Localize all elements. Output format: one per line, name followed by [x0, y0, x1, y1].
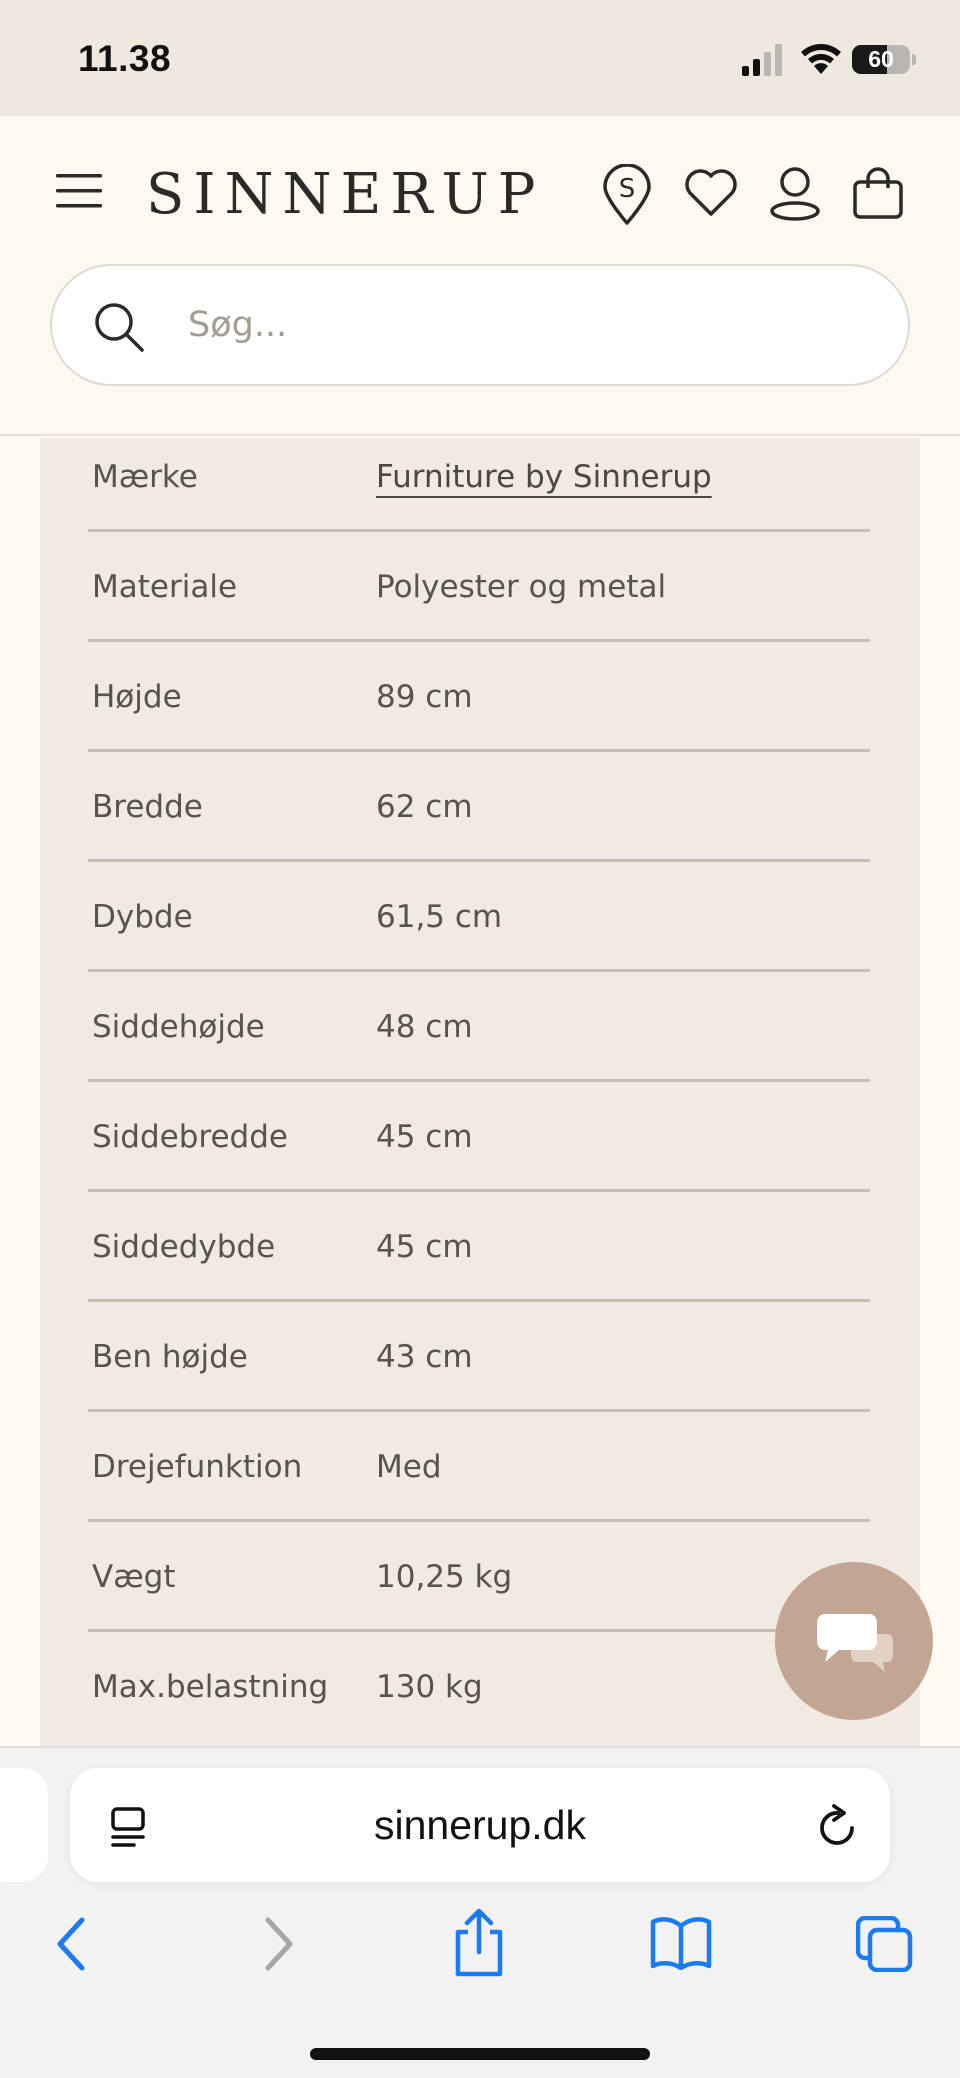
spec-label: Materiale [92, 569, 238, 605]
tabs-icon[interactable] [856, 1916, 914, 1972]
chat-bubbles-icon [817, 1612, 893, 1674]
spec-row [88, 1412, 870, 1522]
status-time: 11.38 [78, 38, 172, 79]
status-bar [0, 0, 960, 116]
address-bar[interactable] [70, 1768, 890, 1882]
spec-row [88, 1522, 870, 1632]
reload-icon[interactable] [816, 1804, 860, 1850]
spec-value: Polyester og metal [376, 569, 667, 605]
spec-label: Drejefunktion [92, 1449, 303, 1485]
wifi-icon [800, 40, 842, 74]
spec-row [88, 752, 870, 862]
site-logo[interactable]: SINNERUP [146, 162, 545, 227]
spec-row [88, 1082, 870, 1192]
spec-label: Vægt [92, 1559, 176, 1595]
spec-value: 45 cm [376, 1119, 473, 1155]
search-input[interactable] [188, 292, 868, 358]
svg-text:S: S [618, 174, 636, 204]
spec-value: 48 cm [376, 1009, 473, 1045]
spec-label: Siddebredde [92, 1119, 288, 1155]
home-indicator [310, 2048, 650, 2060]
spec-label: Max.belastning [92, 1669, 329, 1705]
hamburger-menu-icon[interactable] [56, 172, 102, 210]
battery-icon [852, 45, 910, 74]
user-icon[interactable] [768, 166, 822, 222]
cellular-signal-icon [742, 44, 786, 76]
spec-value: 10,25 kg [376, 1559, 513, 1595]
spec-label: Dybde [92, 899, 193, 935]
product-spec-table [40, 438, 920, 1748]
store-locator-pin-icon[interactable] [602, 164, 652, 226]
spec-value: Med [376, 1449, 442, 1485]
previous-tab-preview[interactable] [0, 1768, 48, 1882]
spec-row [88, 1192, 870, 1302]
spec-row [88, 972, 870, 1082]
spec-row [88, 1302, 870, 1412]
bookmarks-icon[interactable] [650, 1916, 712, 1970]
spec-value: 45 cm [376, 1229, 473, 1265]
spec-row [88, 862, 870, 972]
brand-link[interactable]: Furniture by Sinnerup [376, 459, 712, 495]
spec-value: 89 cm [376, 679, 473, 715]
site-header [0, 116, 960, 436]
spec-label: Bredde [92, 789, 203, 825]
spec-value: 43 cm [376, 1339, 473, 1375]
chat-button[interactable] [775, 1562, 933, 1720]
heart-icon[interactable] [684, 168, 738, 218]
spec-row [88, 642, 870, 752]
url-text: sinnerup.dk [374, 1802, 586, 1848]
spec-label: Højde [92, 679, 182, 715]
spec-value: 62 cm [376, 789, 473, 825]
battery-level: 60 [868, 46, 894, 72]
search-icon [92, 300, 146, 354]
spec-label: Siddedybde [92, 1229, 276, 1265]
spec-label: Ben højde [92, 1339, 248, 1375]
search-bar[interactable] [50, 264, 910, 386]
share-icon[interactable] [450, 1908, 508, 1978]
battery-cap [912, 54, 916, 65]
shopping-bag-icon[interactable] [852, 166, 904, 220]
spec-row [88, 438, 870, 532]
spec-label: Siddehøjde [92, 1009, 265, 1045]
spec-label: Mærke [92, 459, 198, 495]
spec-row [88, 1632, 870, 1742]
browser-toolbar [0, 1746, 960, 2078]
forward-icon[interactable] [256, 1916, 300, 1972]
spec-value: 61,5 cm [376, 899, 503, 935]
spec-value: 130 kg [376, 1669, 483, 1705]
back-icon[interactable] [50, 1916, 94, 1972]
spec-row [88, 532, 870, 642]
